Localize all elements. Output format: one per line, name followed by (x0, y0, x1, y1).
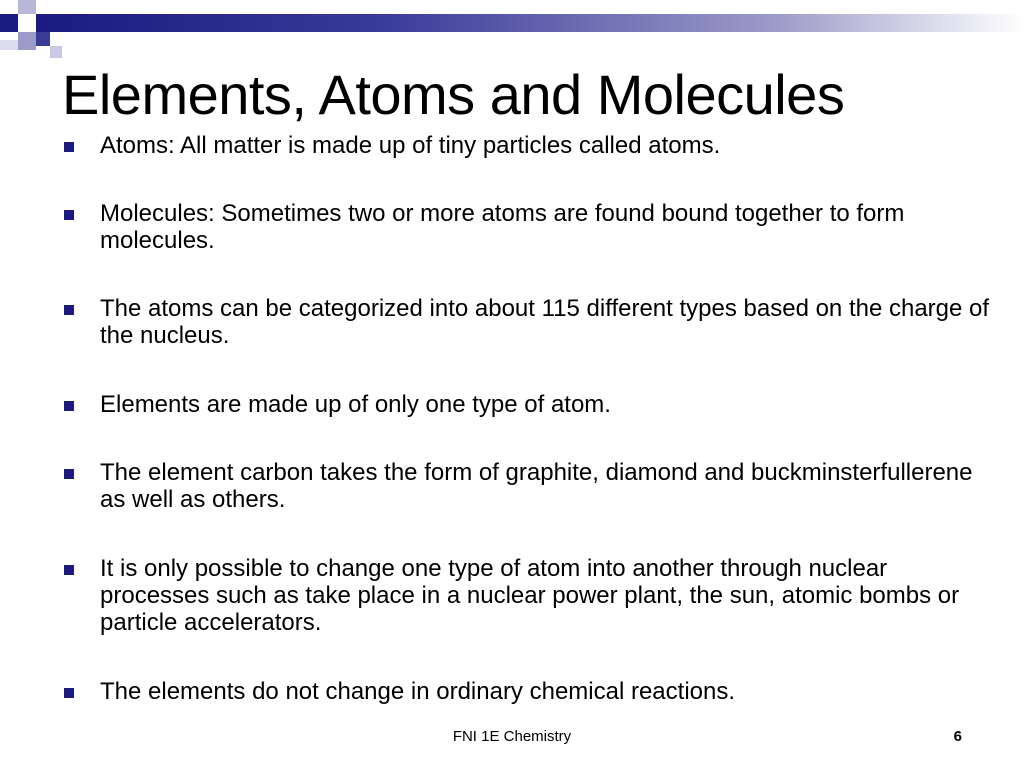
bullet-text: The atoms can be categorized into about 115 different types based on the charge of the nucleus. (100, 295, 990, 349)
bullet-text: The element carbon takes the form of graphite, diamond and buckminsterfullerene as well as others. (100, 459, 973, 513)
decor-square (0, 14, 18, 32)
bullet-square-icon (64, 469, 74, 479)
bullet-square-icon (64, 688, 74, 698)
bullet-text: Molecules: Sometimes two or more atoms are found bound together to form molecules. (100, 200, 905, 254)
bullet-square-icon (64, 142, 74, 152)
header-gradient-bar (36, 14, 1024, 32)
bullet-text: It is only possible to change one type of atom into another through nuclear processes such as take place in a nuclear power plant, the sun, atomic bombs or particle accelerators. (100, 555, 960, 636)
slide-footer (0, 727, 1024, 747)
bullet-square-icon (64, 401, 74, 411)
decor-square (0, 40, 18, 50)
slide-title: Elements, Atoms and Molecules (62, 63, 845, 126)
footer-text: FNI 1E Chemistry (452, 728, 572, 745)
bullet-square-icon (64, 565, 74, 575)
bullet-text: Elements are made up of only one type of atom. (100, 391, 611, 418)
decor-square (50, 46, 62, 58)
decor-square (18, 0, 36, 14)
bullet-text: Atoms: All matter is made up of tiny particles called atoms. (100, 132, 721, 159)
decor-square (36, 32, 50, 46)
bullet-text: The elements do not change in ordinary chemical reactions. (100, 678, 736, 705)
page-number: 6 (953, 728, 962, 745)
bullet-square-icon (64, 305, 74, 315)
decor-square (18, 32, 36, 50)
bullet-square-icon (64, 210, 74, 220)
header-decoration (0, 0, 1024, 60)
